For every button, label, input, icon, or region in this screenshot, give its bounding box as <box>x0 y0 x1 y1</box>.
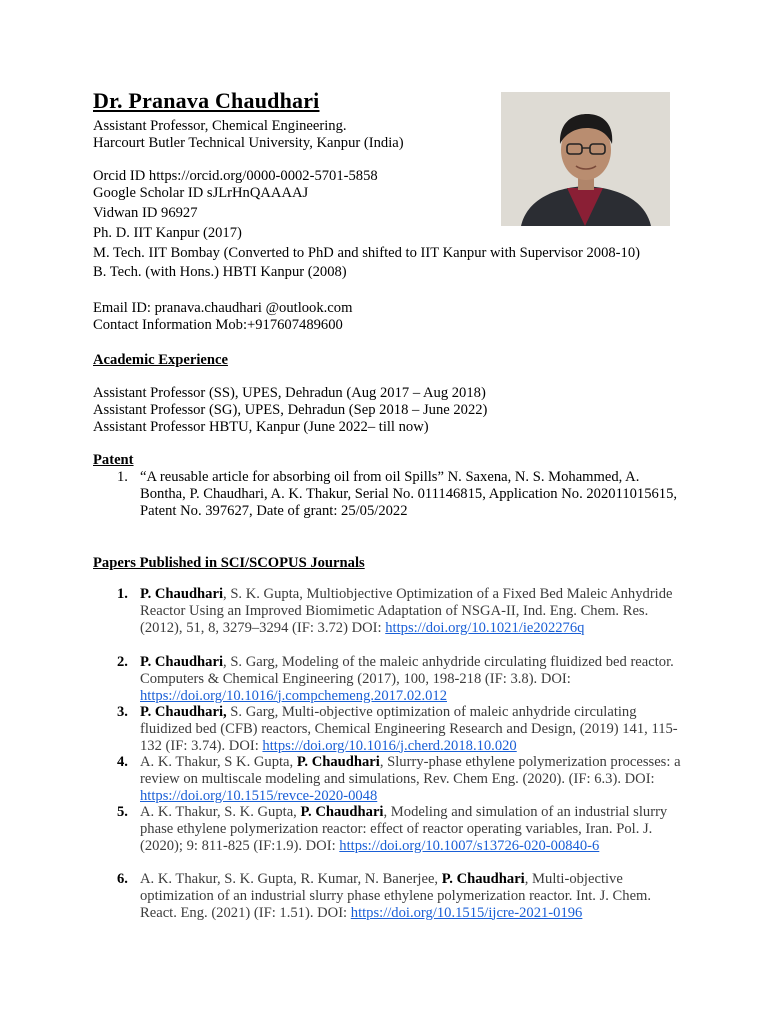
highlighted-author: P. Chaudhari <box>441 871 525 887</box>
paper-citation <box>140 586 685 636</box>
paper-citation <box>140 704 685 754</box>
title-line: Assistant Professor, Chemical Engineering. <box>93 118 347 134</box>
profile-photo <box>501 92 670 226</box>
paper-citation <box>140 804 685 854</box>
affiliation-line: Harcourt Butler Technical University, Kanpur (India) <box>93 135 404 151</box>
highlighted-author: P. Chaudhari <box>140 654 224 670</box>
academic-item: Assistant Professor (SS), UPES, Dehradun (Aug 2017 – Aug 2018) <box>93 385 486 401</box>
highlighted-author: P. Chaudhari <box>296 754 380 770</box>
paper-details: S. Garg, Multi-objective optimization of maleic anhydride circulating fluidized bed (CFB) reactors, Chemical Engineering Research and Design, (2019) 141, 115-132 (IF: 3.74). DOI: <box>140 704 678 754</box>
doi-link[interactable]: https://doi.org/10.1515/ijcre-2021-0196 <box>350 904 583 921</box>
doi-link[interactable]: https://doi.org/10.1007/s13726-020-00840-6 <box>339 837 600 854</box>
paper-details: , Modeling and simulation of an industrial slurry phase ethylene polymerization reactor: effect of reactor operating variables, Iran. Pol. J. (2020); 9: 811-825 (IF:1.9). DOI: <box>140 804 668 854</box>
doi-link[interactable]: https://doi.org/10.1016/j.compchemeng.2017.02.012 <box>140 687 447 704</box>
paper-number: 1. <box>117 586 128 602</box>
academic-item: Assistant Professor (SG), UPES, Dehradun (Sep 2018 – June 2022) <box>93 402 488 418</box>
mtech-line: M. Tech. IIT Bombay (Converted to PhD and shifted to IIT Kanpur with Supervisor 2008-10) <box>93 245 640 261</box>
btech-line: B. Tech. (with Hons.) HBTI Kanpur (2008) <box>93 264 347 280</box>
doi-link[interactable]: https://doi.org/10.1021/ie202276q <box>385 619 585 636</box>
orcid-line: Orcid ID https://orcid.org/0000-0002-5701-5858 <box>93 168 378 184</box>
doi-link[interactable]: https://doi.org/10.1016/j.cherd.2018.10.020 <box>262 737 517 754</box>
paper-number: 2. <box>117 654 128 670</box>
paper-citation <box>140 871 685 921</box>
papers-heading: Papers Published in SCI/SCOPUS Journals <box>93 555 365 571</box>
academic-item: Assistant Professor HBTU, Kanpur (June 2022– till now) <box>93 419 429 435</box>
paper-details: , S. Garg, Modeling of the maleic anhydride circulating fluidized bed reactor. Computers & Chemical Engineering (2017), 100, 198-218 (IF: 3.8). DOI: <box>140 654 674 687</box>
patent-heading: Patent <box>93 452 134 468</box>
contact-line: Contact Information Mob:+917607489600 <box>93 317 343 333</box>
highlighted-author: P. Chaudhari, <box>140 704 227 720</box>
paper-details: , Multi-objective optimization of an industrial slurry phase ethylene polymerization reactor. Int. J. Chem. React. Eng. (2021) (IF: 1.51). DOI: <box>140 871 652 921</box>
email-line: Email ID: pranava.chaudhari @outlook.com <box>93 300 353 316</box>
paper-authors: A. K. Thakur, S. K. Gupta, R. Kumar, N. Banerjee, <box>140 871 442 887</box>
paper-number: 5. <box>117 804 128 820</box>
highlighted-author: P. Chaudhari <box>300 804 384 820</box>
highlighted-author: P. Chaudhari <box>140 586 224 602</box>
person-name: Dr. Pranava Chaudhari <box>93 88 320 113</box>
paper-number: 6. <box>117 871 128 887</box>
patent-number: 1. <box>117 469 128 485</box>
paper-authors: A. K. Thakur, S K. Gupta, <box>140 754 297 770</box>
paper-citation <box>140 754 685 804</box>
portrait-illustration <box>501 92 670 226</box>
scholar-line: Google Scholar ID sJLrHnQAAAAJ <box>93 185 309 201</box>
phd-line: Ph. D. IIT Kanpur (2017) <box>93 225 242 241</box>
patent-text: “A reusable article for absorbing oil from oil Spills” N. Saxena, N. S. Mohammed, A. Bontha, P. Chaudhari, A. K. Thakur, Serial No. 011146815, Application No. 202011015615, Patent No. 397627, Date of grant: 25/05/2022 <box>140 469 678 519</box>
academic-heading: Academic Experience <box>93 352 228 368</box>
paper-authors: A. K. Thakur, S. K. Gupta, <box>140 804 301 820</box>
doi-link[interactable]: https://doi.org/10.1515/revce-2020-0048 <box>140 787 378 804</box>
paper-details: , Slurry-phase ethylene polymerization processes: a review on multiscale modeling and simulations, Rev. Chem Eng. (2020). (IF: 6.3). DOI: <box>140 754 681 787</box>
vidwan-line: Vidwan ID 96927 <box>93 205 198 221</box>
paper-number: 3. <box>117 704 128 720</box>
paper-number: 4. <box>117 754 128 770</box>
paper-details: , S. K. Gupta, Multiobjective Optimization of a Fixed Bed Maleic Anhydride Reactor Using an Improved Biomimetic Adaptation of NSGA-II, Ind. Eng. Chem. Res. (2012), 51, 8, 3279–3294 (IF: 3.72) DOI: <box>140 586 673 636</box>
paper-citation <box>140 654 685 704</box>
